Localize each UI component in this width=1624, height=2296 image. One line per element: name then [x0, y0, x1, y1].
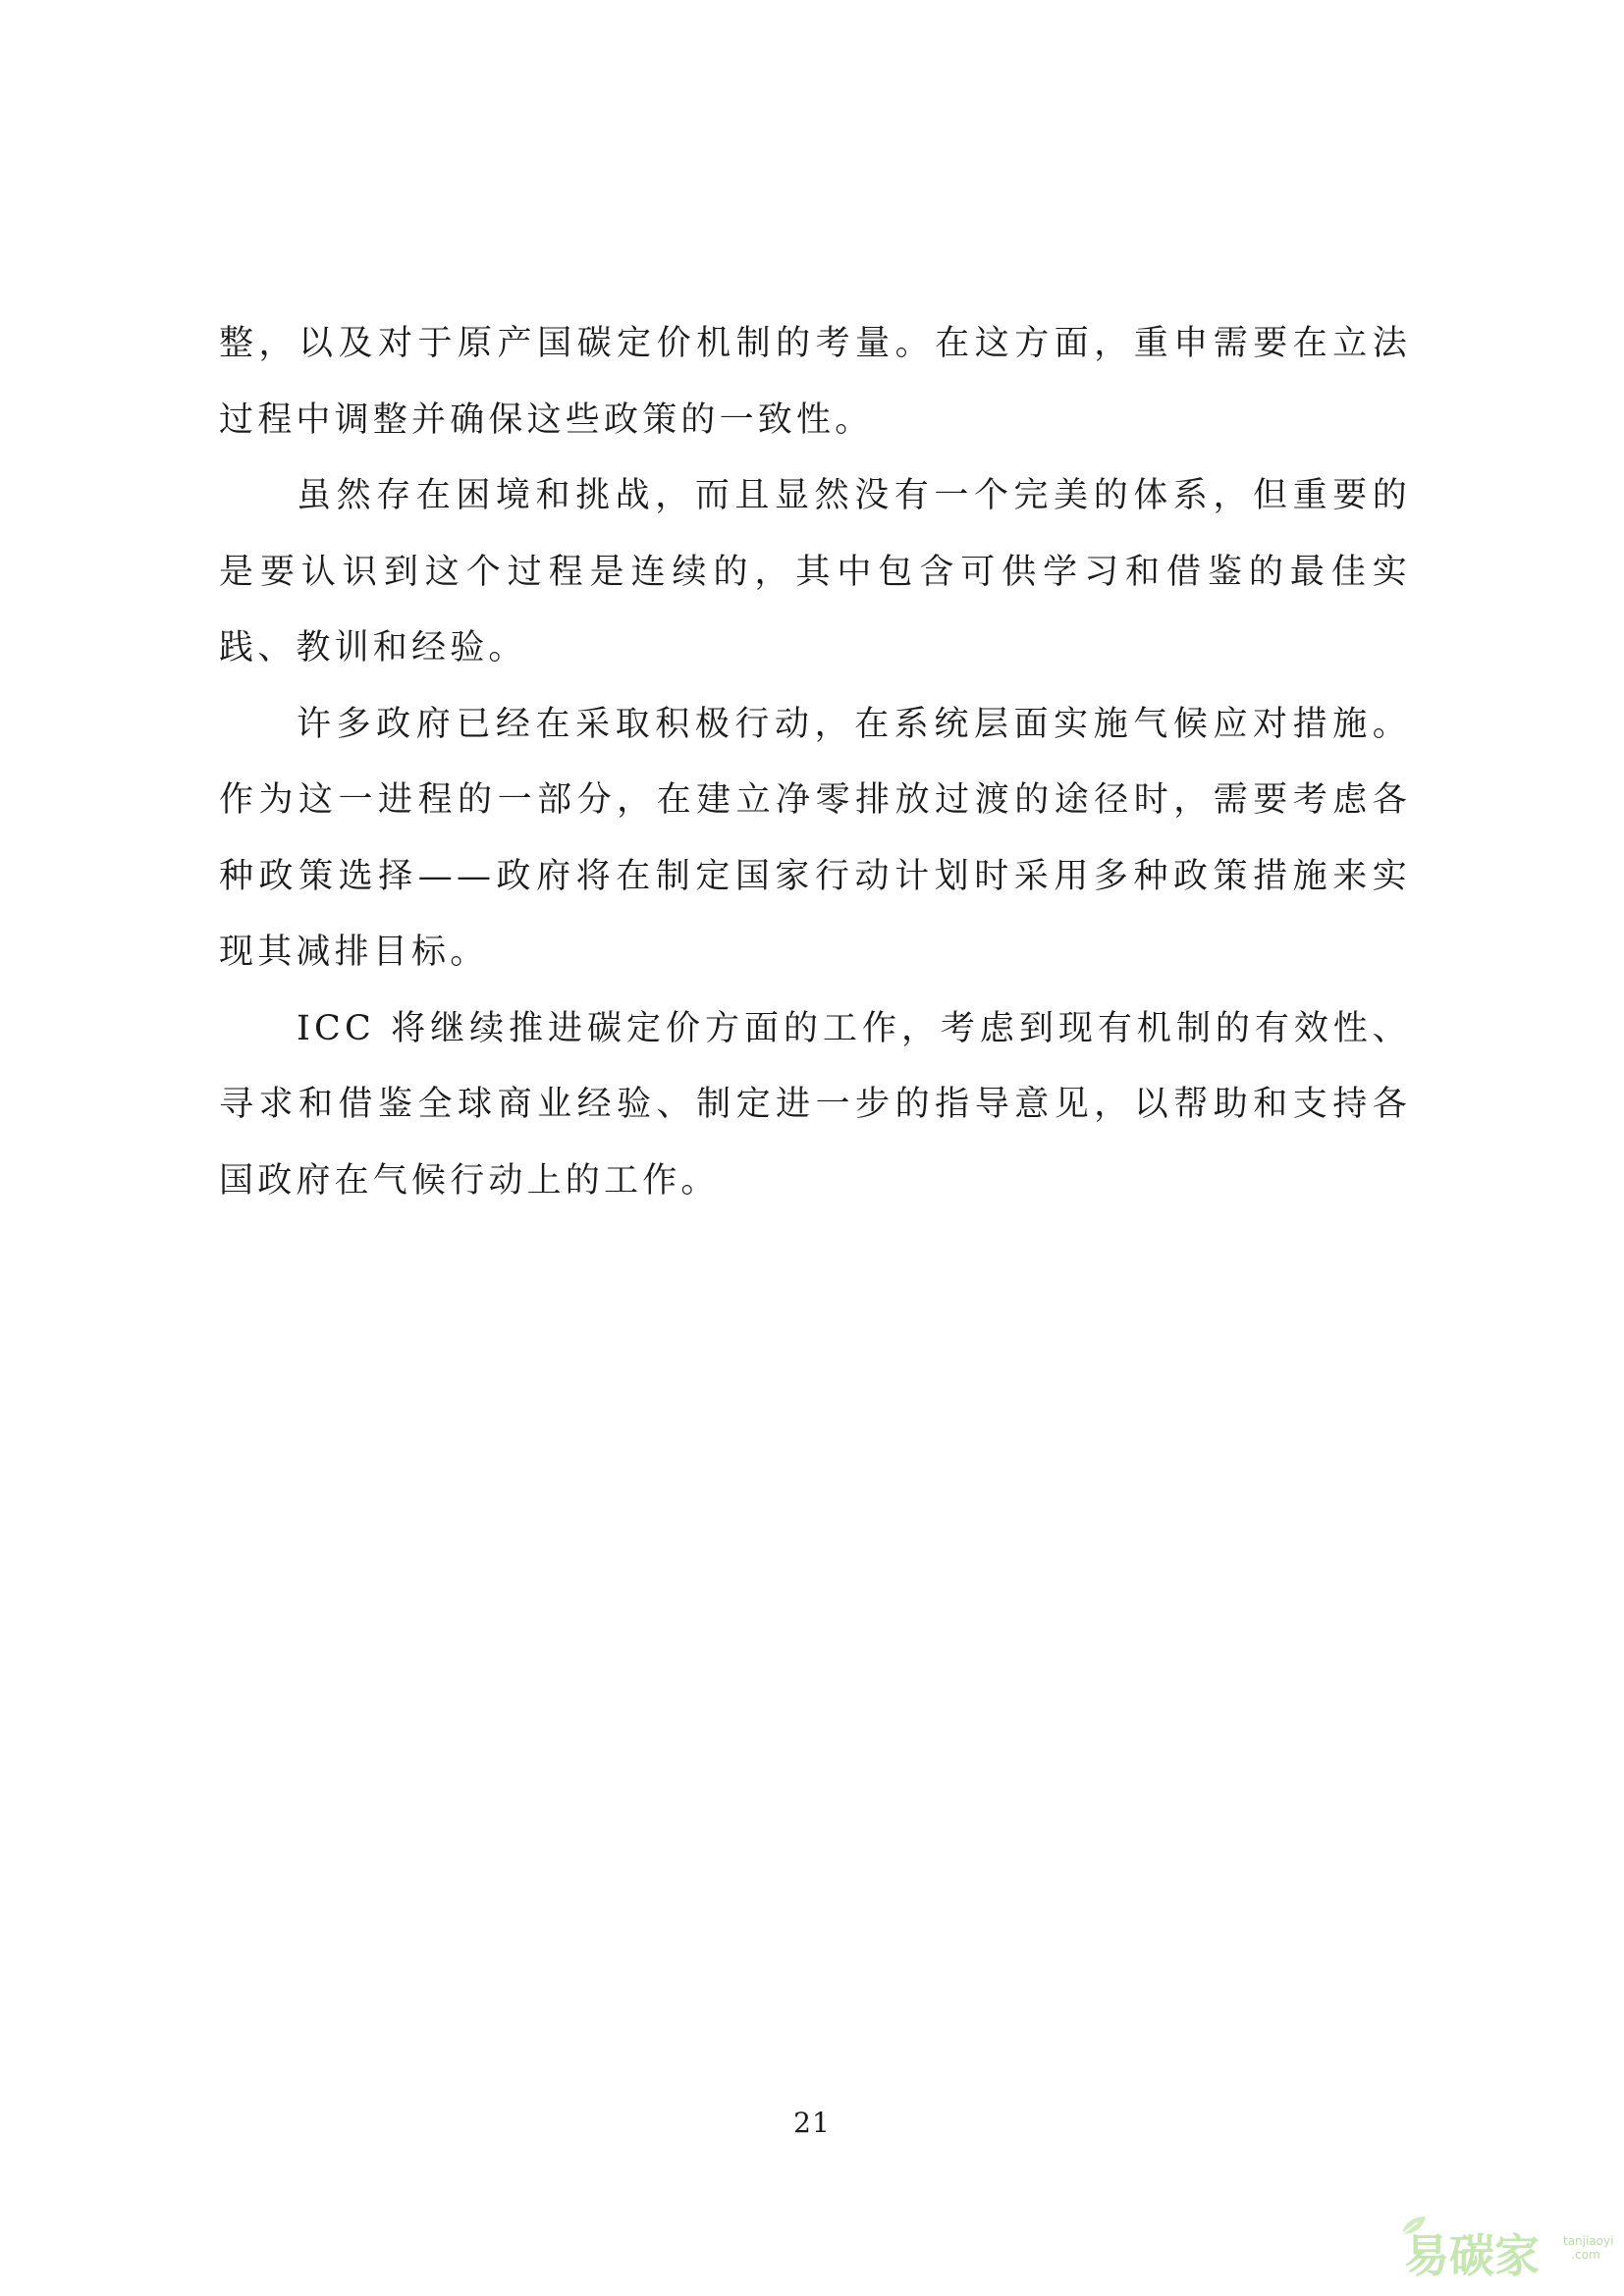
watermark-domain-line2: .com — [1571, 2248, 1600, 2262]
paragraph-challenges: 虽然存在困境和挑战，而且显然没有一个完美的体系，但重要的是要认识到这个过程是连续的，其中包含可供学习和借鉴的最佳实践、教训和经验。 — [219, 476, 1411, 667]
watermark-domain — [1563, 2234, 1614, 2262]
paragraph-continued: 整，以及对于原产国碳定价机制的考量。在这方面，重申需要在立法过程中调整并确保这些政策的一致性。 — [219, 324, 1411, 440]
watermark-logo-text: 易碳家 — [1404, 2229, 1540, 2282]
page-number: 21 — [793, 2107, 831, 2139]
paragraph-government-action: 许多政府已经在采取积极行动，在系统层面实施气候应对措施。作为这一进程的一部分，在建立净零排放过渡的途径时，需要考虑各种政策选择——政府将在制定国家行动计划时采用多种政策措施来实现其减排目标。 — [219, 704, 1411, 972]
site-watermark — [1404, 2216, 1614, 2282]
document-body — [219, 306, 1411, 1219]
paragraph-icc-work: ICC 将继续推进碳定价方面的工作，考虑到现有机制的有效性、寻求和借鉴全球商业经验、制定进一步的指导意见，以帮助和支持各国政府在气候行动上的工作。 — [219, 1008, 1411, 1201]
watermark-domain-line1: tanjiaoyi — [1563, 2234, 1614, 2248]
